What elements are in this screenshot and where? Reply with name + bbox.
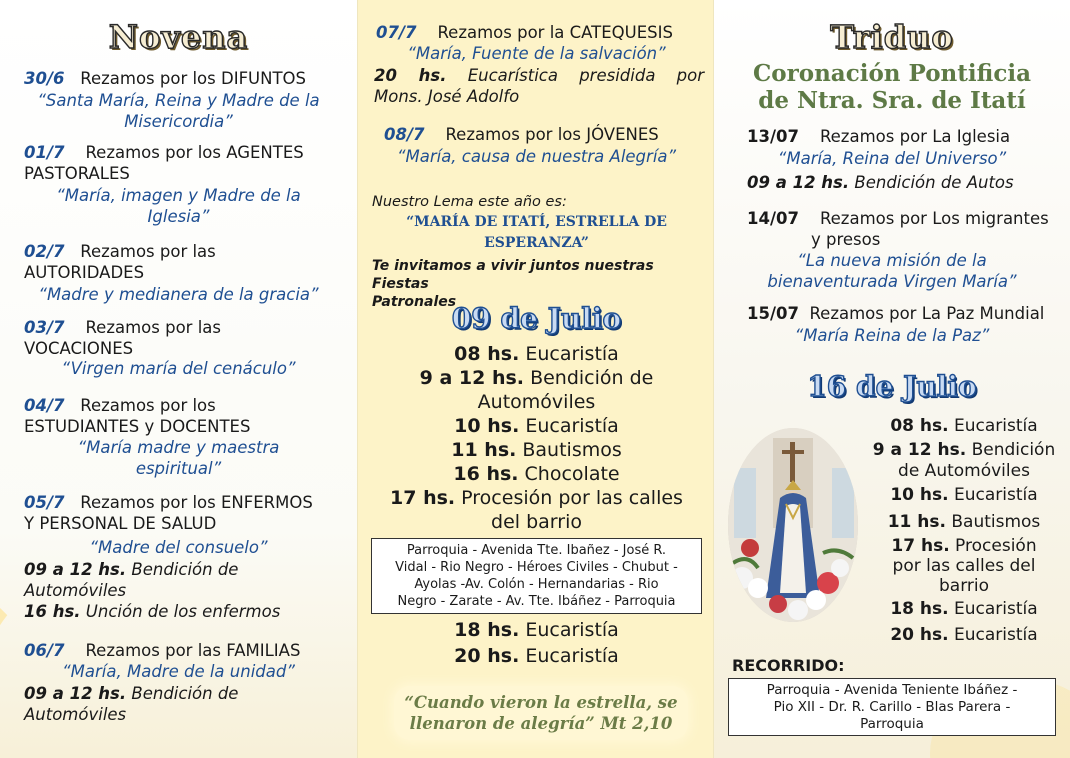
schedule-note: 09 a 12 hs. Bendición de Automóviles xyxy=(24,684,239,724)
schedule-entry: 10 hs. Eucaristía xyxy=(890,485,1038,505)
novena-item-enfermos: 05/7 Rezamos por los ENFERMOS Y PERSONAL DE SALUD xyxy=(24,493,313,533)
date-label: 13/07 xyxy=(747,127,799,146)
schedule-entry: 11 hs. Bautismos xyxy=(887,512,1041,532)
date-label: 02/7 xyxy=(24,242,65,261)
schedule-entry: 17 hs. Procesión por las calles del barrio xyxy=(390,487,683,533)
date-label: 30/6 xyxy=(24,69,65,88)
schedule-note: 09 a 12 hs. Bendición de Autos xyxy=(747,173,1014,192)
date-label: 14/07 xyxy=(747,209,799,228)
prayer-text: “María Reina de la Paz” xyxy=(794,326,990,345)
prayer-text: “María, Reina del Universo” xyxy=(777,149,1007,168)
date-label: 06/7 xyxy=(24,641,65,660)
virgin-statue-image xyxy=(728,428,858,622)
lema-intro: Nuestro Lema este año es: xyxy=(372,194,567,210)
triduo-title: Triduo xyxy=(830,18,954,56)
novena-item-familias: 06/7 Rezamos por las FAMILIAS xyxy=(24,641,301,660)
date-label: 04/7 xyxy=(24,396,65,415)
date-label: 01/7 xyxy=(24,143,65,162)
novena-item-estudiantes: 04/7 Rezamos por los ESTUDIANTES y DOCENTES xyxy=(24,396,251,436)
schedule-entry: 11 hs. Bautismos xyxy=(451,439,622,461)
novena-item-jovenes: 08/7 Rezamos por los JÓVENES xyxy=(384,125,659,144)
schedule-entry: 9 a 12 hs. Bendición de Automóviles xyxy=(419,367,654,413)
middle-panel xyxy=(357,0,714,758)
date-label: 03/7 xyxy=(24,318,65,337)
schedule-list-09-julio xyxy=(358,342,714,534)
schedule-entry: 9 a 12 hs. Bendición de Automóviles xyxy=(872,440,1056,481)
schedule-entry: 16 hs. Chocolate xyxy=(453,463,620,485)
procession-route-box: Parroquia - Avenida Tte. Ibañez - José R. Vidal - Rio Negro - Héroes Civiles - Chubut - Ayolas -Av. Colón - Hernandarias - Rio Negro - Zarate - Av. Tte. Ibáñez - Parroquia xyxy=(371,538,702,614)
date-label: 05/7 xyxy=(24,493,65,512)
schedule-entry: 10 hs. Eucaristía xyxy=(454,415,619,437)
prayer-text: “María, Madre de la unidad” xyxy=(62,662,295,681)
schedule-entry: 08 hs. Eucaristía xyxy=(890,416,1038,436)
novena-item-difuntos xyxy=(24,68,306,89)
prayer-text: “Madre y medianera de la gracia” xyxy=(38,285,319,304)
triduo-item-paz: 15/07 Rezamos por La Paz Mundial xyxy=(747,304,1045,323)
prayer-text: “Madre del consuelo” xyxy=(89,538,268,557)
prayer-text: “La nueva misión de la bienaventurada Virgen María” xyxy=(767,251,1017,291)
prayer-text: “María, Fuente de la salvación” xyxy=(407,44,666,63)
recorrido-label: RECORRIDO: xyxy=(732,656,845,675)
novena-panel xyxy=(0,0,357,758)
schedule-list-evening xyxy=(358,618,714,668)
novena-item-vocaciones: 03/7 Rezamos por las VOCACIONES xyxy=(24,318,221,358)
statue-illustration xyxy=(728,428,858,622)
date-label: 15/07 xyxy=(747,304,799,323)
triduo-subtitle: Coronación Pontificia de Ntra. Sra. de Itatí xyxy=(752,60,1031,114)
schedule-note: 09 a 12 hs. Bendición de Automóviles 16 hs. Unción de los enfermos xyxy=(24,560,281,621)
schedule-entry: 18 hs. Eucaristía xyxy=(890,599,1038,619)
lema-text: “MARÍA DE ITATÍ, ESTRELLA DE ESPERANZA” xyxy=(406,214,667,251)
schedule-note-cont: Mons. José Adolfo xyxy=(374,87,520,106)
novena-item-autoridades: 02/7 Rezamos por las AUTORIDADES xyxy=(24,242,216,282)
novena-item-agentes: 01/7 Rezamos por los AGENTES PASTORALES xyxy=(24,143,304,183)
bible-quote: “Cuando vieron la estrella, se llenaron de alegría” Mt 2,10 xyxy=(394,686,688,740)
schedule-list-16-julio xyxy=(864,416,1064,646)
procession-route-box: Parroquia - Avenida Teniente Ibáñez - Pio XII - Dr. R. Carillo - Blas Parera - Parroquia xyxy=(728,678,1056,736)
triduo-item-iglesia: 13/07 Rezamos por La Iglesia xyxy=(747,127,1011,146)
schedule-entry: 20 hs. Eucaristía xyxy=(890,625,1038,645)
prayer-text: “María, causa de nuestra Alegría” xyxy=(396,147,677,166)
date-label: 07/7 xyxy=(376,23,417,42)
schedule-note: 20 hs. Eucarística presidida por xyxy=(374,66,704,85)
prayer-text: “Santa María, Reina y Madre de la Misericordia” xyxy=(37,91,320,131)
schedule-entry: 20 hs. Eucaristía xyxy=(454,645,619,667)
triduo-item-migrantes: 14/07 Rezamos por Los migrantes y presos xyxy=(747,209,1049,249)
prayer-text: “Virgen maría del cenáculo” xyxy=(61,359,296,378)
prayer-text: “María, imagen y Madre de la Iglesia” xyxy=(56,186,301,226)
invite-text: Te invitamos a vivir juntos nuestras Fiestas Patronales xyxy=(372,258,654,310)
prayer-text: “María madre y maestra espiritual” xyxy=(77,438,280,478)
intention-text: Rezamos por los DIFUNTOS xyxy=(80,69,307,88)
schedule-entry: 18 hs. Eucaristía xyxy=(454,619,619,641)
day-title-16-julio: 16 de Julio xyxy=(807,370,977,403)
triduo-panel xyxy=(714,0,1070,758)
schedule-entry: 17 hs. Procesión por las calles del barrio xyxy=(891,536,1037,596)
schedule-entry: 08 hs. Eucaristía xyxy=(454,343,619,365)
day-title-09-julio: 09 de Julio xyxy=(451,302,622,335)
novena-item-catequesis: 07/7 Rezamos por la CATEQUESIS xyxy=(376,23,673,42)
novena-title: Novena xyxy=(108,18,249,56)
date-label: 08/7 xyxy=(384,125,425,144)
